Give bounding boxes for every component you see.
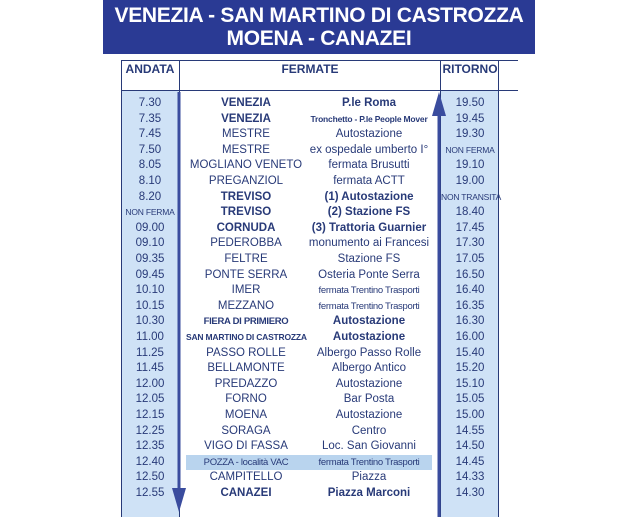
stop-place: fermata Trentino Trasporti [318, 300, 420, 312]
table-row [0, 392, 638, 408]
ritorno-time: 14.30 [455, 487, 485, 499]
ritorno-time: 14.45 [455, 455, 485, 468]
header-top-rule [121, 60, 518, 61]
stop-place: fermata Brusutti [328, 159, 410, 172]
stop-place: fermata ACTT [333, 175, 405, 187]
stop-place: fermata Trentino Trasporti [318, 285, 420, 297]
stop-place: Bar Posta [343, 393, 395, 406]
stop-location: VENEZIA [221, 97, 271, 109]
stop-location: CANAZEI [220, 487, 272, 499]
stop-place: Autostazione [335, 409, 403, 421]
ritorno-time: 19.10 [455, 159, 485, 172]
ritorno-time: 19.50 [455, 97, 485, 109]
ritorno-time: 16.30 [455, 315, 485, 328]
andata-time: 11.25 [136, 346, 164, 359]
table-row [0, 236, 638, 252]
stop-location: CAMPITELLO [209, 471, 283, 484]
stop-location: MESTRE [222, 128, 270, 141]
stop-location: FELTRE [224, 253, 268, 265]
table-row [0, 205, 638, 221]
stop-place: Piazza [351, 471, 387, 484]
ritorno-time: NON TRANSITA [441, 191, 502, 202]
table-row [0, 158, 638, 174]
title-line-1: VENEZIA - SAN MARTINO DI CASTROZZA [114, 4, 524, 27]
stop-place: P.le Roma [341, 97, 397, 109]
title-banner [103, 0, 535, 54]
ritorno-time: 15.00 [455, 409, 485, 421]
stop-location: MOENA [224, 409, 268, 421]
table-row [0, 408, 638, 424]
ritorno-time: 15.10 [455, 377, 485, 390]
stop-place: Autostazione [335, 377, 403, 390]
stop-location: MESTRE [222, 143, 270, 156]
header-ritorno: RITORNO [442, 62, 498, 76]
table-row [0, 486, 638, 502]
ritorno-time: 14.33 [455, 471, 485, 484]
andata-time: 7.30 [138, 97, 162, 109]
stop-place: Loc. San Giovanni [322, 440, 416, 453]
table-row [0, 361, 638, 377]
table-row [0, 299, 638, 315]
table-row [0, 377, 638, 393]
ritorno-time: 18.40 [455, 206, 485, 219]
ritorno-time: 16.00 [455, 331, 485, 343]
stop-location: PREDAZZO [214, 377, 278, 390]
stop-place: ex ospedale umberto I° [309, 143, 429, 156]
andata-time: 10.10 [135, 284, 165, 297]
stop-location: PREGANZIOL [208, 175, 284, 187]
andata-time: 8.10 [138, 175, 162, 187]
andata-time: 12.00 [135, 377, 165, 390]
table-row [0, 314, 638, 330]
ritorno-time: 19.30 [455, 128, 485, 141]
title-line-2: MOENA - CANAZEI [226, 27, 412, 50]
andata-time: 12.55 [135, 487, 165, 499]
ritorno-time: 16.35 [455, 299, 485, 312]
ritorno-time: NON FERMA [445, 144, 495, 155]
andata-time: 10.15 [135, 299, 165, 312]
andata-time: 09.00 [135, 221, 165, 234]
andata-time: 12.50 [135, 471, 165, 484]
andata-time: 12.35 [135, 440, 165, 453]
andata-time: 09.45 [135, 268, 165, 281]
ritorno-time: 19.00 [455, 175, 485, 187]
table-row [0, 221, 638, 237]
stop-place: Centro [351, 424, 387, 437]
table-row [0, 143, 638, 159]
ritorno-time: 17.30 [455, 237, 485, 250]
andata-time: 12.15 [135, 409, 165, 421]
stop-location: PASSO ROLLE [206, 346, 286, 359]
andata-time: 7.45 [138, 128, 162, 141]
stop-place: Tronchetto - P.le People Mover [310, 113, 428, 124]
stop-place: Piazza Marconi [327, 487, 411, 499]
stop-place: Albergo Passo Rolle [316, 346, 422, 359]
andata-time: 8.20 [138, 190, 162, 203]
table-row [0, 190, 638, 206]
header-andata: ANDATA [125, 62, 175, 76]
andata-time: 11.45 [136, 362, 164, 375]
andata-time: 8.05 [138, 159, 162, 172]
stop-place: Autostazione [332, 315, 406, 328]
ritorno-time: 17.05 [455, 253, 485, 265]
andata-time: 12.05 [135, 393, 165, 406]
stop-place: Autostazione [335, 128, 403, 141]
stop-location: SAN MARTINO DI CASTROZZA [186, 332, 307, 342]
table-row [0, 127, 638, 143]
header-bottom-rule [121, 90, 518, 91]
table-row [0, 112, 638, 128]
stop-place: (3) Trattoria Guarnier [311, 221, 427, 234]
andata-time: NON FERMA [125, 207, 175, 218]
andata-time: 09.10 [135, 237, 165, 250]
stop-location: FORNO [225, 393, 267, 406]
stop-place: Osteria Ponte Serra [318, 268, 420, 281]
ritorno-time: 15.05 [455, 393, 485, 406]
ritorno-time: 16.40 [455, 284, 485, 297]
stop-place: (2) Stazione FS [327, 206, 411, 219]
table-row [0, 346, 638, 362]
stop-place: Albergo Antico [331, 362, 407, 375]
stop-location: MEZZANO [217, 299, 275, 312]
stop-location: MOGLIANO VENETO [189, 159, 303, 172]
table-row [0, 96, 638, 112]
ritorno-time: 19.45 [455, 112, 485, 125]
ritorno-time: 16.50 [455, 268, 485, 281]
table-row [0, 283, 638, 299]
stop-location: PONTE SERRA [204, 268, 288, 281]
stop-location: VENEZIA [221, 112, 271, 125]
stop-location: TREVISO [220, 190, 272, 203]
table-row [0, 174, 638, 190]
ritorno-time: 14.55 [455, 424, 485, 437]
table-row [0, 424, 638, 440]
table-row [0, 268, 638, 284]
stop-place: Autostazione [332, 331, 406, 343]
stop-location: POZZA - località VAC [186, 455, 306, 471]
andata-time: 11.00 [136, 331, 164, 343]
andata-time: 12.25 [135, 424, 165, 437]
stop-place: monumento ai Francesi [308, 237, 430, 250]
stop-location: PEDEROBBA [210, 237, 282, 250]
andata-time: 10.30 [135, 315, 165, 328]
stop-place: Stazione FS [337, 253, 401, 265]
stop-location: VIGO DI FASSA [204, 440, 288, 453]
stop-location: FIERA DI PRIMIERO [203, 316, 289, 328]
stop-place: (1) Autostazione [324, 190, 414, 203]
header-fermate: FERMATE [281, 62, 339, 76]
andata-time: 7.50 [138, 143, 162, 156]
table-row [0, 439, 638, 455]
table-row [0, 252, 638, 268]
andata-time: 7.35 [138, 112, 162, 125]
ritorno-time: 14.50 [455, 440, 485, 453]
andata-time: 12.40 [135, 455, 165, 468]
table-row [0, 455, 638, 471]
andata-time: 09.35 [135, 253, 165, 265]
ritorno-time: 15.40 [455, 346, 485, 359]
stop-location: IMER [231, 284, 261, 297]
stop-place: fermata Trentino Trasporti [306, 455, 432, 471]
stop-location: SORAGA [221, 424, 271, 437]
ritorno-time: 15.20 [455, 362, 485, 375]
ritorno-time: 17.45 [455, 221, 485, 234]
stop-location: CORNUDA [216, 221, 276, 234]
stop-location: BELLAMONTE [207, 362, 285, 375]
table-row [0, 330, 638, 346]
stop-location: TREVISO [220, 206, 272, 219]
table-row [0, 470, 638, 486]
